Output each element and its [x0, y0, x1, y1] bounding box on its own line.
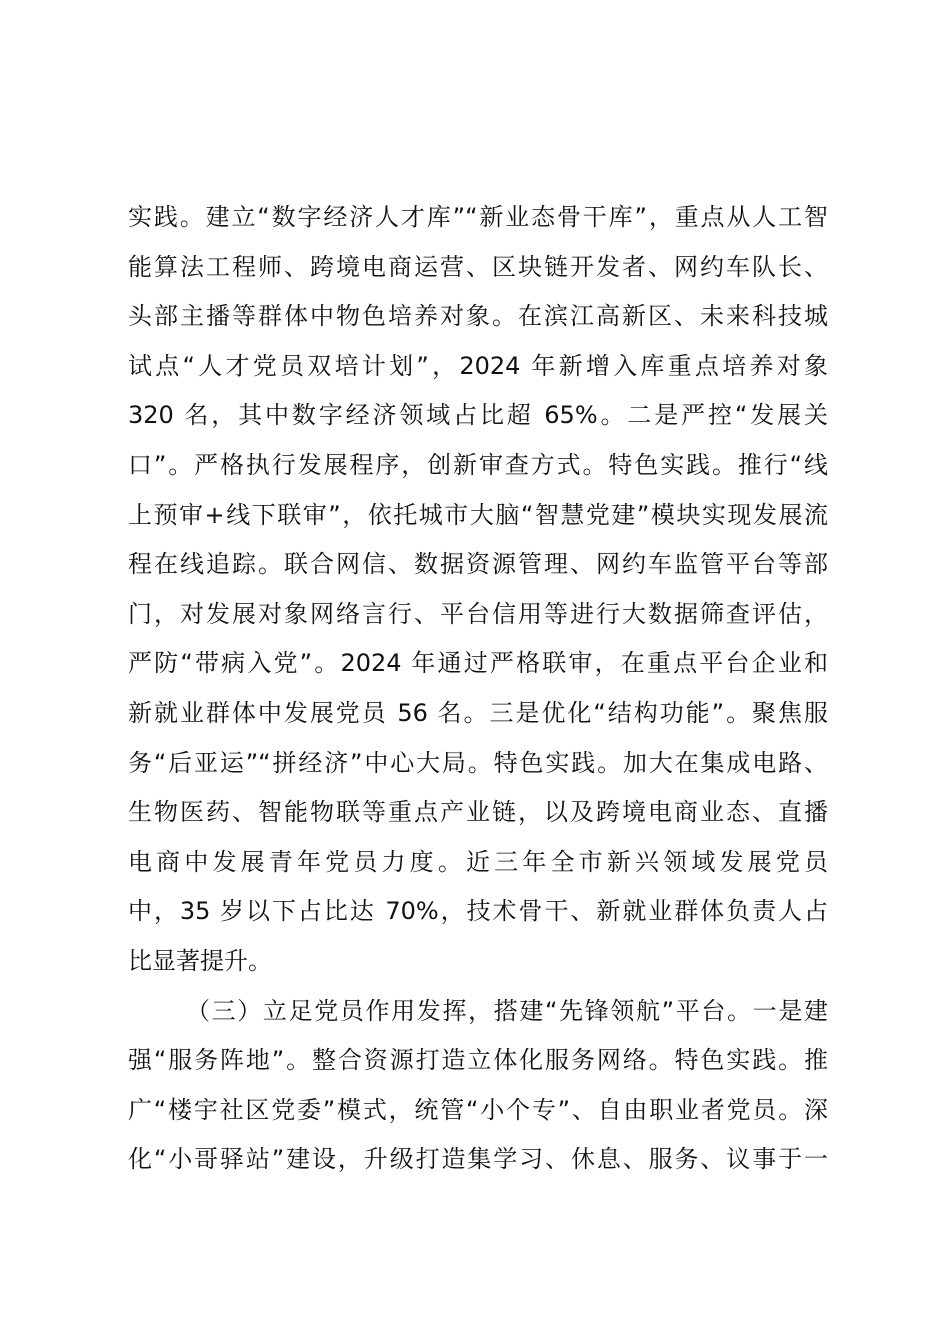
text-line: 广“楼宇社区党委”模式，统管“小个专”、自由职业者党员。深: [128, 1095, 828, 1124]
text-line: 中，35 岁以下占比达 70%，技术骨干、新就业群体负责人占: [128, 897, 828, 926]
text-line: 务“后亚运”“拼经济”中心大局。特色实践。加大在集成电路、: [128, 748, 828, 777]
text-line: 生物医药、智能物联等重点产业链，以及跨境电商业态、直播: [128, 798, 828, 827]
text-line: 比显著提升。: [128, 946, 272, 975]
text-line: 电商中发展青年党员力度。近三年全市新兴领域发展党员: [128, 847, 828, 876]
section-heading-line: （三）立足党员作用发挥，搭建“先锋领航”平台。一是建: [186, 996, 828, 1025]
text-line: 320 名，其中数字经济领域占比超 65%。二是严控“发展关: [128, 401, 828, 430]
text-line: 门，对发展对象网络言行、平台信用等进行大数据筛查评估，: [128, 599, 828, 628]
text-line: 强“服务阵地”。整合资源打造立体化服务网络。特色实践。推: [128, 1046, 828, 1075]
body-text: [128, 193, 828, 1185]
text-line: 新就业群体中发展党员 56 名。三是优化“结构功能”。聚焦服: [128, 698, 828, 727]
text-line: 程在线追踪。联合网信、数据资源管理、网约车监管平台等部: [128, 550, 828, 579]
text-line: 严防“带病入党”。2024 年通过严格联审，在重点平台企业和: [128, 649, 828, 678]
text-line: 能算法工程师、跨境电商运营、区块链开发者、网约车队长、: [128, 252, 828, 281]
text-line: 试点“人才党员双培计划”，2024 年新增入库重点培养对象: [128, 351, 828, 380]
text-line: 化“小哥驿站”建设，升级打造集学习、休息、服务、议事于一: [128, 1145, 828, 1174]
text-line: 口”。严格执行发展程序，创新审查方式。特色实践。推行“线: [128, 450, 828, 479]
text-line: 上预审+线下联审”，依托城市大脑“智慧党建”模块实现发展流: [128, 500, 828, 529]
text-line: 实践。建立“数字经济人才库”“新业态骨干库”，重点从人工智: [128, 203, 828, 231]
text-line: 头部主播等群体中物色培养对象。在滨江高新区、未来科技城: [128, 302, 828, 331]
